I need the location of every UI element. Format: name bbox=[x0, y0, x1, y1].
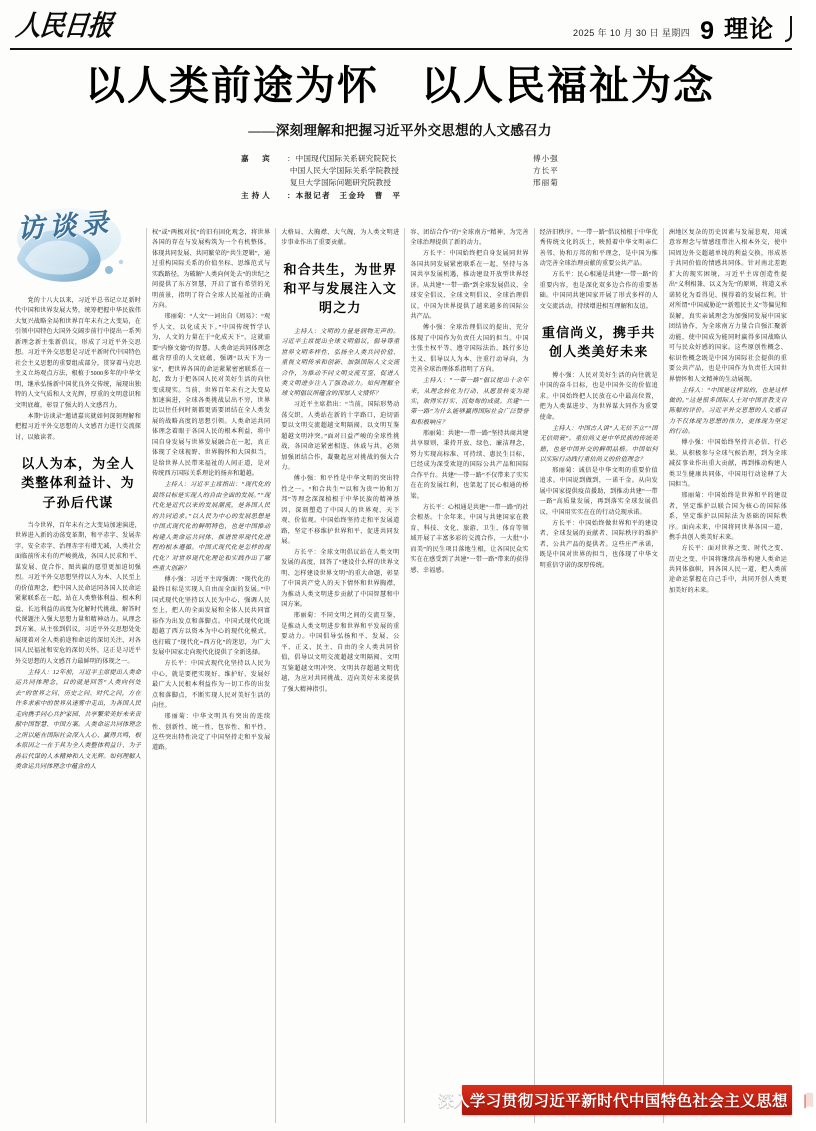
host-label: 主持人 bbox=[241, 191, 273, 201]
paragraph: 习近平主席指出：“当前，国际形势动荡交织，人类站在新的十字路口，迫切需要以文明交流超越文明隔阂、以文明互鉴超越文明冲突。”面对日益严峻的全球性挑战，各国命运紧密相连、休戚与共，必须加强团结合作，凝聚起应对挑战的强大合力。 bbox=[281, 402, 400, 472]
section-heading-2: 和合共生，为世界和平与发展注入文明之力 bbox=[283, 261, 398, 316]
guest-row bbox=[241, 177, 565, 189]
paragraph: 主持人：“中国是这样说的，也是这样做的。”这是很多国际人士对中国言教支自陈解的评价。习近平外交思想的人文感召力不仅体现为思想的伟力，更体现为坚定的行动。 bbox=[668, 387, 788, 436]
column-3 bbox=[276, 228, 405, 1123]
paragraph: 方长平：全球文明倡议站在人类文明发展的高度，回答了“建设什么样的世界文明、怎样建设世界文明”的重大命题，彰显了中国共产党人的天下情怀和世界胸襟，为推动人类文明进步贡献了中国智慧和中国方案。 bbox=[281, 549, 400, 609]
paragraph: 方长平：中国式现代化坚持以人民为中心，就是要把实现好、维护好、发展好最广大人民根本利益作为一切工作的出发点和落脚点，不断实现人民对美好生活的向往。 bbox=[152, 661, 271, 710]
paragraph: 方长平：中国始终做世界和平的建设者、全球发展的贡献者、国际秩序的维护者、公共产品的提供者。这些庄严承诺，既是中国对世界的担当，也体现了中华文明重信守诺的深厚传统。 bbox=[539, 520, 658, 569]
paragraph: 傅小强：全球治理倡议的提出，充分体现了中国作为负责任大国的担当。中国主张主权平等、遵守国际法治、践行多边主义、倡导以人为本、注重行动导向，为完善全球治理体系指明了方向。 bbox=[410, 325, 529, 374]
paragraph: 洲地区复杂的历史因素与发展悲观，用诚意容理念与情感纽带注入根本外交，使中国周边外交超越单纯的利益交换，形成基于共同价值的情感共同体。针对南北差距扩大的现实困境，习近平主席创造性提出“义利相兼、以义为先”的原则，将道义承诺转化为看得见、摸得着的发展红利。针对所谓“中国威胁论”“新殖民主义”等偏见和误解，真实亲诚理念为加强同发展中国家团结协作，为全球南方力量合自强汇聚新动能，使中国成为能同时赢得多国战略认可与民众好感的国家。这些原创性概念、标识性概念既是中国为国际社会提供的重要公共产品，也是中国作为负责任大国世界情怀和人文精神的生动展现。 bbox=[668, 230, 788, 383]
paragraph: 党的十八大以来，习近平总书记立足新时代中国和世界发展大势，统筹把握中华民族伟大复兴战略全局和世界百年未有之大变局，在引领中国特色大国外交阔步前行中提出一系列新理念新主张新倡议，形成了习近平外交思想。习近平外交思想是习近平新时代中国特色社会主义思想的重要组成部分，贯穿着马克思主义立场观点方法，根植于5000多年的中华文明，继承弘扬新中国优良外交传统，展现出独特的人文气质和人文光辉，厚重的文明意识和文明底蕴，彰显了强大的人文感召力。 bbox=[15, 298, 141, 409]
host-colon: ： bbox=[287, 191, 295, 201]
book-icon bbox=[794, 1089, 816, 1111]
credits-block bbox=[235, 153, 565, 203]
paragraph: 主持人：中国古人讲“人无信不立”“国无信则衰”。重信尚义是中华民族的传统美德，也是中国外交的鲜明品格。中国如何以实际行动践行重信尚义的价值理念？ bbox=[539, 425, 658, 463]
paragraph: 方长平：心相通是共建“一带一路”的社会根基。十余年来，中国与共建国家在教育、科技、文化、旅游、卫生、体育等领域开展了丰富多彩的交流合作，一大批“小而美”的民生项目落地生根，让各国民众实实在在感受到了共建“一带一路”带来的获得感、幸福感。 bbox=[410, 504, 529, 574]
column-2 bbox=[147, 228, 276, 1123]
paragraph: 本期“访谈录”邀请嘉宾就如何深刻理解和把握习近平外交思想的人文感召力进行交流探讨，以飨读者。 bbox=[15, 413, 141, 441]
guest-row bbox=[241, 165, 565, 177]
paragraph: 邢丽菊：共建“一带一路”坚持共商共建共享原则，秉持开放、绿色、廉洁理念，努力实现高标准、可持续、惠民生目标，已经成为深受欢迎的国际公共产品和国际合作平台。共建“一带一路”不仅带来了实实在在的发展红利，也架起了民心相通的桥梁。 bbox=[410, 430, 529, 500]
guest-label-spacer bbox=[241, 165, 287, 177]
column-1 bbox=[10, 207, 147, 1123]
paragraph: 主持人：“一带一路”倡议提出十余年来，从理念转化为行动、从愿景转变为现实，取得实打实、沉甸甸的成就。共建“一带一路”为什么能够赢得国际社会广泛赞誉和积极响应？ bbox=[410, 378, 529, 426]
paragraph: 主持人：12年前，习近平主席提出人类命运共同体理念，目的就是回答“人类向何处去”的世界之问、历史之问、时代之问，方在许多求索中的世界从迷雾中走出，为各国人民走向携手同心共护家园、共享繁荣美好未来贡献中国智慧、中国方案。人类命运共同体理念之所以能在国际社会深入人心、赢得共鸣，根本原因之一在于其为全人类整体利益计、为子孙后代谋的人本精神和人文光辉。如何理解人类命运共同体理念中蕴含的人 bbox=[15, 669, 141, 771]
paragraph: 容、团结合作”的“全球南方”精神，为完善全球治理提供了新的动力。 bbox=[410, 230, 529, 247]
section-name: 理论 bbox=[724, 17, 774, 44]
paragraph: 邢丽菊：“人文”一词出自《周易》：“观乎人文，以化成天下。”中国传统哲学认为，人文的力量在于“化成天下”，这就需要“内修文德”的智慧。人类命运共同体理念蕴含厚重的人文底蕴，强调“以天下为一家”，把世界各国的命运紧紧密密联系在一起，致力于把各国人民对美好生活的向往变成现实。当前，世界百年未有之大变局加速演进，全球各类挑战层出不穷，世界比以往任何时刻都更需要团结在全人类发展的战略高度的思想引领。人类命运共同体理念着眼于各国人民的根本利益，将中国自身发展与世界发展融合在一起，真正体现了全球视野、世界胸怀和大国担当，是给世界人民带来福祉的人间正道，是对传统西方国际关系理论的扬弃和超越。 bbox=[152, 314, 271, 478]
column-6 bbox=[664, 228, 792, 1123]
paragraph: 邢丽菊：中华文明具有突出的连续性、创新性、统一性、包容性、和平性，这些突出特性决定了中国坚持走和平发展道路。 bbox=[152, 714, 271, 752]
interview-logo-label: 访谈录 bbox=[16, 207, 115, 245]
interview-logo bbox=[11, 198, 141, 290]
paragraph: 傅小强：人民对美好生活的向往就是中国的奋斗目标，也是中国外交的价值追求。中国始终把人民放在心中最高位置，把为人类谋进步、为世界谋大同作为重要使命。 bbox=[539, 372, 658, 421]
guest-colon: ： bbox=[287, 153, 295, 163]
column-5 bbox=[535, 228, 664, 1123]
guest-org-1: 中国人民大学国际关系学院教授 bbox=[289, 165, 400, 175]
host-names: 本报记者 王金玲 曹 平 bbox=[295, 191, 402, 201]
paragraph: 傅小强：和平性是中华文明的突出特性之一。“和合共生”“以和为贵”“协和万邦”等理念深深植根于中华民族的精神基因，深刻塑造了中国人的世界观、天下观、价值观。中国始终坚持走和平发展道路，坚定不移维护世界和平、促进共同发展。 bbox=[281, 476, 400, 546]
guest-name-1: 方长平 bbox=[533, 165, 559, 175]
paper-logo: 人民日报 bbox=[14, 11, 114, 42]
paragraph: 方长平：面对世界之变、时代之变、历史之变，中国将继续高举构建人类命运共同体旗帜，同各国人民一道，把人类前途命运掌握在自己手中，共同开创人类更加美好的未来。 bbox=[668, 546, 788, 594]
guest-name-2: 邢丽菊 bbox=[533, 178, 559, 188]
page-subtitle: ——深刻理解和把握习近平外交思想的人文感召力 bbox=[248, 122, 552, 138]
guest-org-2: 复旦大学国际问题研究院教授 bbox=[289, 178, 392, 188]
masthead bbox=[0, 0, 800, 46]
paragraph: 邢丽菊：中国始终是世界和平的建设者，坚定维护以联合国为核心的国际体系，坚定维护以国际法为基础的国际秩序。面向未来，中国将同世界各国一道，携手共创人类美好未来。 bbox=[668, 493, 788, 542]
guest-label: 嘉 宾 bbox=[241, 153, 273, 163]
paragraph: 大格局、大胸襟、大气魄，为人类文明进步事业作出了重要贡献。 bbox=[281, 230, 400, 247]
study-campaign-banner[interactable] bbox=[438, 1085, 792, 1115]
paragraph: 傅小强：中国始终坚持言必信、行必果。从积极参与全球气候治理，到为全球减贫事业作出重大贡献，再到推动构建人类卫生健康共同体，中国用行动诠释了大国担当。 bbox=[668, 440, 788, 489]
page-title: 以人类前途为怀 以人民福祉为念 bbox=[85, 64, 715, 108]
guest-org-0: 中国现代国际关系研究院院长 bbox=[295, 153, 397, 163]
article-columns bbox=[10, 207, 792, 1123]
guest-label-spacer bbox=[241, 177, 287, 189]
section-heading-3: 重信尚义，携手共创人类美好未来 bbox=[541, 325, 656, 360]
issue-date: 2025 年 10 月 30 日 星期四 bbox=[573, 28, 691, 38]
paragraph: 主持人：习近平主席指出：“现代化的最终目标是实现人的自由全面的发展。”“现代化是近代以来的发展潮流，是各国人民的共同追求。”以人民为中心的发展思想是中国式现代化的鲜明特色，也是中国推动构建人类命运共同体、推进世界现代化进程的根本遵循。中国式现代化是怎样的现代化？对世界现代化理论和实践作出了哪些重大创新？ bbox=[152, 482, 271, 572]
column-4 bbox=[405, 228, 534, 1123]
paragraph: 权”或“两极对抗”的旧有固化观念，将世界各国的存在与发展构筑为一个有机整体，体现共同发展、共同繁荣的“共生逻辑”，通过重构国际关系的价值坐标、思维范式与实践路径，为破解“人类向何处去”的世纪之问提供了东方智慧，开启了富有希望的光明前景，指明了符合全球人民福祉的正确方向。 bbox=[152, 230, 271, 310]
host-name-spacer bbox=[505, 190, 565, 202]
host-row bbox=[241, 190, 565, 202]
paragraph: 邢丽菊：不同文明之间的交流互鉴，是推动人类文明进步和世界和平发展的重要动力。中国倡导弘扬和平、发展、公平、正义、民主、自由的全人类共同价值，倡导以文明交流超越文明隔阂、文明互鉴超越文明冲突、文明共存超越文明优越，为应对共同挑战、迈向美好未来提供了强大精神指引。 bbox=[281, 613, 400, 693]
paragraph: 傅小强：习近平主席强调：“现代化的最终目标是实现人自由而全面的发展。”中国式现代化坚持以人民为中心，强调人民至上，把人的全面发展和全体人民共同富裕作为出发点和落脚点。中国式现代化既超越了西方以资本为中心的现代化模式，也打破了“现代化=西方化”的迷思，为广大发展中国家走向现代化提供了全新选择。 bbox=[152, 576, 271, 657]
paragraph: 主持人：文明的力量是润物无声的。习近平主席提出全球文明倡议，倡导尊重世界文明多样性、弘扬全人类共同价值、重视文明传承和创新、加强国际人文交流合作，为推动不同文明交流互鉴、促进人类文明进步注入了强劲动力。如何理解全球文明倡议所蕴含的深厚人文情怀？ bbox=[281, 328, 400, 398]
masthead-right-group bbox=[573, 16, 792, 44]
paragraph: 方长平：民心相通是共建“一带一路”的重要内容，也是深化双多边合作的重要基础。中国同共建国家开展了形式多样的人文交流活动，持续增进相互理解和友谊。 bbox=[539, 272, 658, 310]
paragraph: 经济旧秩序。“一带一路”倡议植根于中华优秀传统文化的沃土，映照着中华文明亲仁善邻、协和万邦的和平理念，是中国为推动完善全球治理贡献的重要公共产品。 bbox=[539, 230, 658, 268]
guest-row bbox=[241, 153, 565, 165]
guest-name-0: 傅小强 bbox=[533, 153, 559, 163]
paragraph: 邢丽菊：诚信是中华文明的重要价值追求。中国说到做到，一诺千金。从向发展中国家提供疫苗援助，到推动共建“一带一路”高质量发展，再到落实全球发展倡议，中国用实实在在的行动兑现承诺。 bbox=[539, 467, 658, 516]
paragraph: 当今世界，百年未有之大变局加速演进，世界进入新的动荡变革期，和平赤字、发展赤字、安全赤字、治理赤字有增无减，人类社会面临前所未有的严峻挑战，各国人民求和平、谋发展、促合作、图共赢的愿望更加迫切强烈。习近平外交思想坚持以人为本、人民至上的价值理念，把中国人民命运同各国人民命运紧紧联系在一起，站在人类整体利益、根本利益、长远利益的高度为化解时代挑战、解答时代课题注入强大思想力量和精神动力。从理念到方案、从主张到倡议，习近平外交思想处处展现着对全人类前途和命运的深切关注、对各国人民福祉和安危的深切关怀，这正是习近平外交思想的人文感召力最鲜明的体现之一。 bbox=[15, 522, 141, 665]
page-number: 9 bbox=[700, 16, 714, 45]
headline-zone bbox=[0, 50, 800, 143]
section-heading-1: 以人为本，为全人类整体利益计、为子孙后代谋 bbox=[21, 456, 135, 510]
paragraph: 方长平：中国始终把自身发展同世界各国共同发展紧密联系在一起，坚持与各国共享发展机遇，推动建设开放型世界经济。从共建“一带一路”到全球发展倡议、全球安全倡议、全球文明倡议、全球治理倡议，中国为世界提供了越来越多的国际公共产品。 bbox=[410, 251, 529, 321]
masthead-corner-rule bbox=[785, 16, 792, 42]
banner-label: 深入学习贯彻习近平新时代中国特色社会主义思想 bbox=[438, 1093, 788, 1110]
